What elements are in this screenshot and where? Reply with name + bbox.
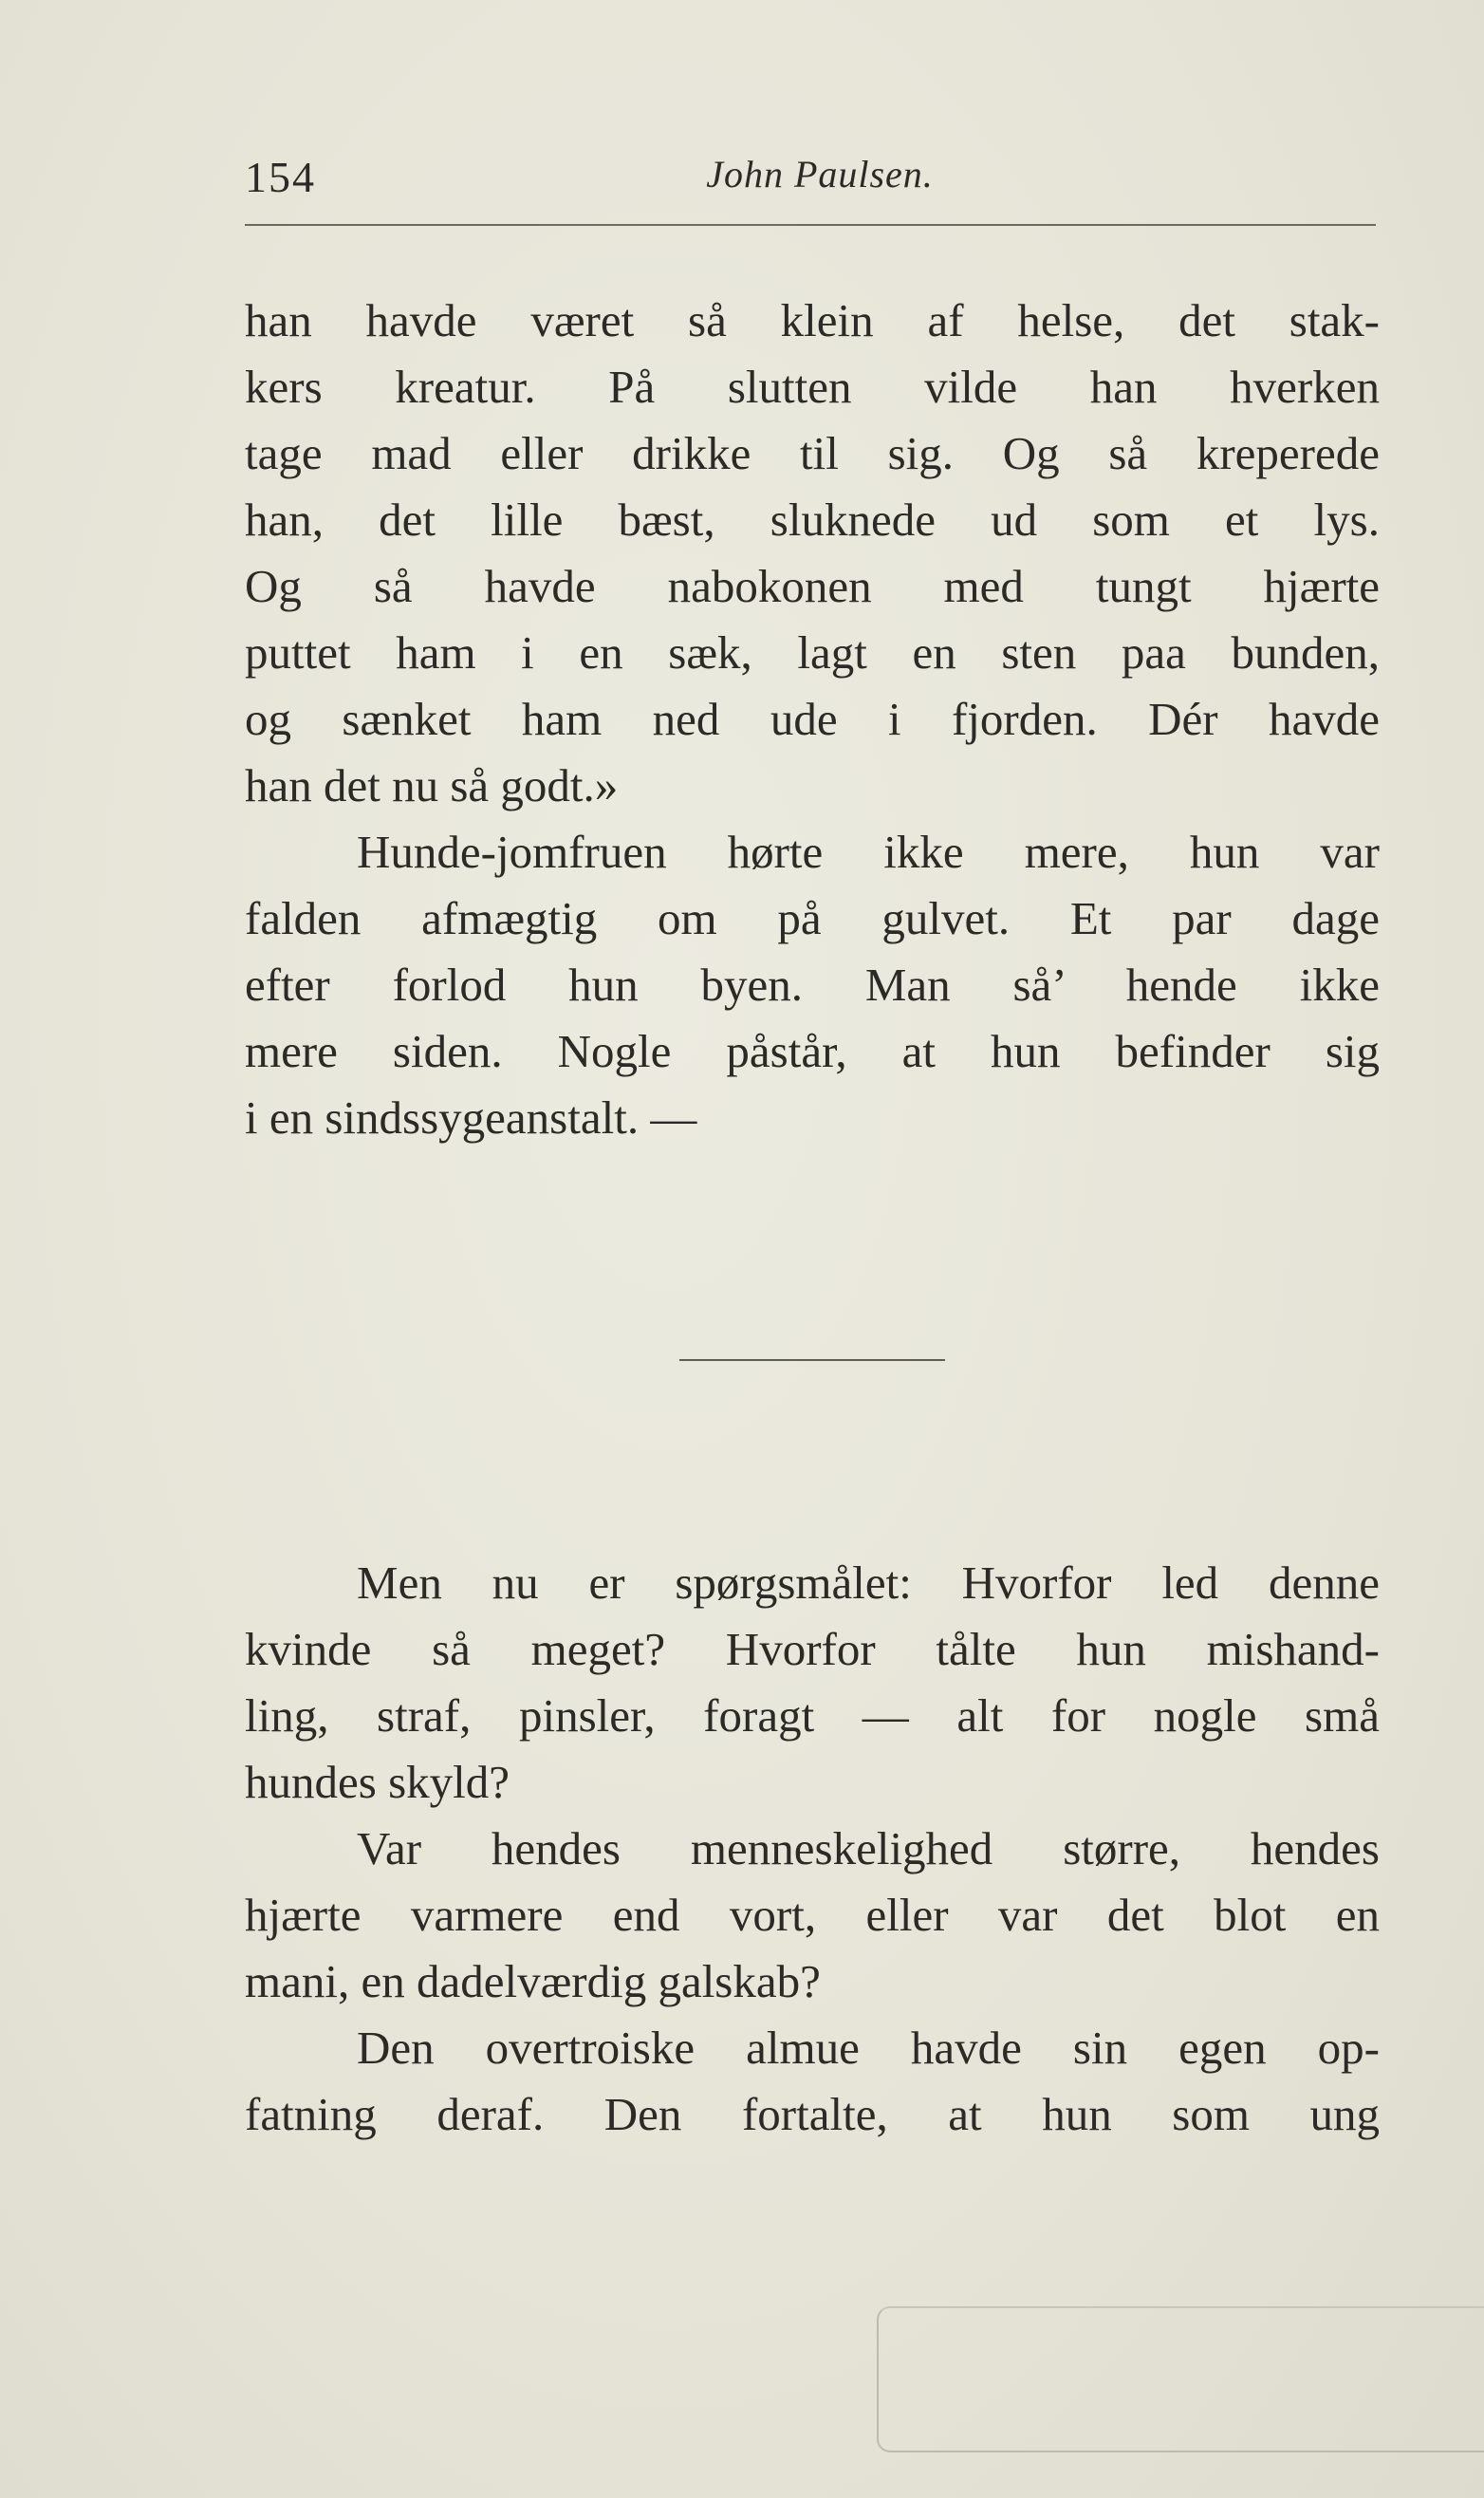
text-line: falden afmægtig om på gulvet. Et par dage — [245, 892, 1380, 944]
paragraph — [245, 288, 1380, 819]
paragraph — [245, 1550, 1380, 1816]
text-line: i en sindssygeanstalt. — — [245, 1091, 697, 1144]
page-number: 154 — [245, 153, 316, 201]
text-line: kers kreatur. På slutten vilde han hverken — [245, 361, 1380, 413]
text-line: efter forlod hun byen. Man så’ hende ikke — [245, 959, 1380, 1011]
text-line: ling, straf, pinsler, foragt — alt for nogle små — [245, 1689, 1380, 1742]
text-line: mani, en dadelværdig galskab? — [245, 1955, 821, 2007]
page-header — [245, 152, 1376, 209]
paragraph — [245, 2015, 1380, 2148]
header-rule — [245, 224, 1376, 226]
text-line: Hunde-jomfruen hørte ikke mere, hun var — [357, 826, 1380, 878]
text-line: puttet ham i en sæk, lagt en sten paa bunden, — [245, 626, 1380, 679]
text-block-top — [245, 288, 1380, 1151]
page-tab-outline — [877, 2306, 1484, 2452]
text-line: fatning deraf. Den fortalte, at hun som ung — [245, 2088, 1380, 2140]
text-line: han havde været så klein af helse, det stak- — [245, 294, 1380, 346]
paragraph — [245, 819, 1380, 1151]
text-line: han det nu så godt.» — [245, 759, 619, 811]
section-divider — [679, 1359, 945, 1361]
text-line: Den overtroiske almue havde sin egen op- — [357, 2022, 1380, 2074]
text-line: tage mad eller drikke til sig. Og så kreperede — [245, 427, 1380, 479]
text-line: kvinde så meget? Hvorfor tålte hun mishand- — [245, 1623, 1380, 1675]
text-block-bottom — [245, 1550, 1380, 2148]
running-title: John Paulsen. — [706, 153, 934, 196]
text-line: hjærte varmere end vort, eller var det blot en — [245, 1889, 1380, 1941]
text-line: mere siden. Nogle påstår, at hun befinder sig — [245, 1025, 1380, 1077]
text-line: Var hendes menneskelighed større, hendes — [357, 1822, 1380, 1874]
text-line: og sænket ham ned ude i fjorden. Dér havde — [245, 693, 1380, 745]
text-line: hundes skyld? — [245, 1756, 510, 1808]
text-line: Men nu er spørgsmålet: Hvorfor led denne — [357, 1557, 1380, 1609]
text-line: Og så havde nabokonen med tungt hjærte — [245, 560, 1380, 612]
text-line: han, det lille bæst, sluknede ud som et lys. — [245, 494, 1380, 546]
paragraph — [245, 1816, 1380, 2015]
